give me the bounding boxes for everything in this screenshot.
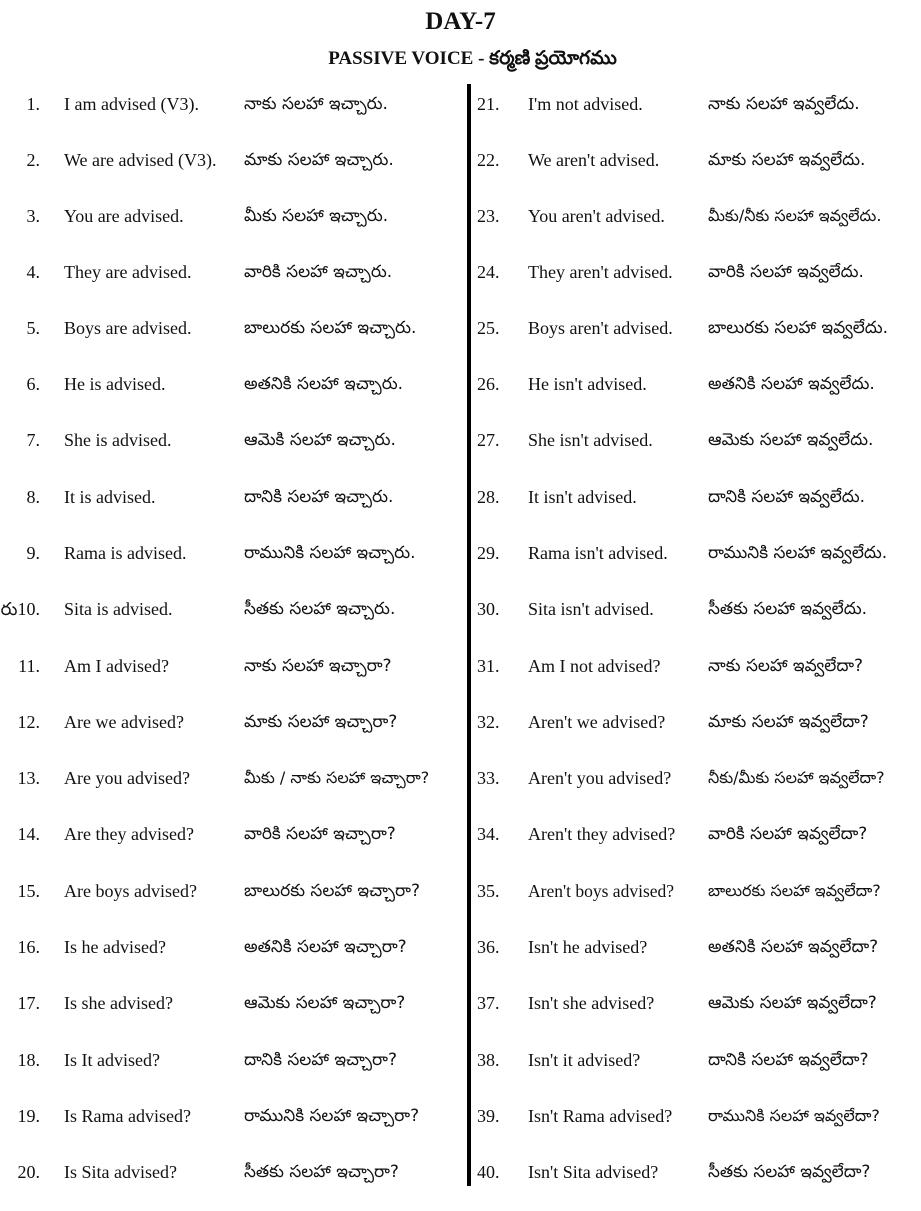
telugu-sentence: మాకు సలహా ఇవ్వలేదు. bbox=[708, 150, 866, 170]
item-number: 14. bbox=[17, 824, 40, 844]
english-sentence: Rama is advised. bbox=[64, 543, 187, 563]
page-subtitle: PASSIVE VOICE - కర్మణి ప్రయోగము bbox=[328, 48, 617, 69]
telugu-sentence: బాలురకు సలహా ఇవ్వలేదా? bbox=[708, 881, 881, 900]
english-sentence: Is he advised? bbox=[64, 937, 166, 957]
english-sentence: Rama isn't advised. bbox=[528, 543, 668, 563]
item-number: 29. bbox=[477, 543, 500, 563]
english-sentence: Is Sita advised? bbox=[64, 1162, 177, 1182]
telugu-sentence: బాలురకు సలహా ఇచ్చారా? bbox=[244, 881, 421, 901]
english-sentence: Am I advised? bbox=[64, 656, 169, 676]
telugu-sentence: రామునికి సలహా ఇవ్వలేదా? bbox=[708, 1106, 880, 1125]
telugu-sentence: బాలురకు సలహా ఇవ్వలేదు. bbox=[708, 318, 889, 338]
english-sentence: You are advised. bbox=[64, 206, 184, 226]
list-item bbox=[0, 814, 921, 854]
item-number: 20. bbox=[17, 1162, 40, 1182]
english-sentence: Aren't you advised? bbox=[528, 768, 672, 788]
item-number: 22. bbox=[477, 150, 500, 170]
list-item bbox=[0, 1040, 921, 1080]
item-number: 23. bbox=[477, 206, 500, 226]
item-number: 31. bbox=[477, 656, 500, 676]
english-sentence: He isn't advised. bbox=[528, 374, 647, 394]
list-item bbox=[0, 927, 921, 967]
english-sentence: Aren't we advised? bbox=[528, 712, 666, 732]
telugu-sentence: దానికి సలహా ఇచ్చారు. bbox=[244, 487, 394, 507]
telugu-sentence: నాకు సలహా ఇవ్వలేదా? bbox=[708, 656, 864, 676]
item-number: 8. bbox=[26, 487, 40, 507]
item-number: 3. bbox=[26, 206, 40, 226]
item-number: 16. bbox=[17, 937, 40, 957]
english-sentence: Isn't he advised? bbox=[528, 937, 648, 957]
item-number: 1. bbox=[26, 94, 40, 114]
telugu-sentence: వారికి సలహా ఇచ్చారు. bbox=[244, 262, 393, 282]
english-sentence: Sita isn't advised. bbox=[528, 599, 654, 619]
english-sentence: Are boys advised? bbox=[64, 881, 197, 901]
list-item bbox=[0, 1152, 921, 1192]
item-number: 9. bbox=[26, 543, 40, 563]
english-sentence: Is It advised? bbox=[64, 1050, 160, 1070]
item-number: 30. bbox=[477, 599, 500, 619]
english-sentence: It isn't advised. bbox=[528, 487, 637, 507]
item-number: 11. bbox=[18, 656, 40, 676]
english-sentence: Boys are advised. bbox=[64, 318, 192, 338]
item-number: 36. bbox=[477, 937, 500, 957]
telugu-sentence: మీకు / నాకు సలహా ఇచ్చారా? bbox=[244, 768, 430, 787]
item-number: 32. bbox=[477, 712, 500, 732]
list-item bbox=[0, 871, 921, 911]
list-item bbox=[0, 364, 921, 404]
telugu-sentence: ఆమెకి సలహా ఇచ్చారు. bbox=[244, 430, 396, 450]
english-sentence: He is advised. bbox=[64, 374, 166, 394]
item-number: 24. bbox=[477, 262, 500, 282]
english-sentence: You aren't advised. bbox=[528, 206, 665, 226]
telugu-sentence: దానికి సలహా ఇవ్వలేదా? bbox=[708, 1050, 869, 1070]
telugu-sentence: రామునికి సలహా ఇవ్వలేదు. bbox=[708, 543, 888, 563]
english-sentence: Boys aren't advised. bbox=[528, 318, 673, 338]
telugu-sentence: ఆమెకు సలహా ఇవ్వలేదు. bbox=[708, 430, 874, 450]
list-item bbox=[0, 983, 921, 1023]
list-item bbox=[0, 702, 921, 742]
telugu-sentence: నాకు సలహా ఇచ్చారు. bbox=[244, 94, 388, 114]
telugu-sentence: అతనికి సలహా ఇచ్చారా? bbox=[244, 937, 407, 957]
telugu-sentence: వారికి సలహా ఇచ్చారా? bbox=[244, 824, 396, 844]
list-item bbox=[0, 140, 921, 180]
item-number: 5. bbox=[26, 318, 40, 338]
telugu-sentence: ఆమెకు సలహా ఇవ్వలేదా? bbox=[708, 993, 877, 1013]
english-sentence: She is advised. bbox=[64, 430, 172, 450]
telugu-sentence: రామునికి సలహా ఇచ్చారు. bbox=[244, 543, 416, 563]
list-item bbox=[0, 196, 921, 236]
item-number: 25. bbox=[477, 318, 500, 338]
telugu-sentence: నాకు సలహా ఇవ్వలేదు. bbox=[708, 94, 860, 114]
telugu-sentence: అతనికి సలహా ఇవ్వలేదు. bbox=[708, 374, 875, 394]
english-sentence: Aren't they advised? bbox=[528, 824, 676, 844]
telugu-sentence: నాకు సలహా ఇచ్చారా? bbox=[244, 656, 392, 676]
item-number: 40. bbox=[477, 1162, 500, 1182]
english-sentence: I'm not advised. bbox=[528, 94, 643, 114]
item-number: 15. bbox=[17, 881, 40, 901]
item-number: 33. bbox=[477, 768, 500, 788]
english-sentence: Are they advised? bbox=[64, 824, 194, 844]
list-item bbox=[0, 308, 921, 348]
page-title: DAY-7 bbox=[425, 8, 496, 35]
telugu-sentence: సీతకు సలహా ఇచ్చారా? bbox=[244, 1162, 399, 1182]
item-number: 26. bbox=[477, 374, 500, 394]
telugu-sentence: మాకు సలహా ఇచ్చారా? bbox=[244, 712, 398, 732]
telugu-sentence: మాకు సలహా ఇవ్వలేదా? bbox=[708, 712, 869, 732]
english-sentence: They aren't advised. bbox=[528, 262, 673, 282]
english-sentence: They are advised. bbox=[64, 262, 192, 282]
english-sentence: Isn't it advised? bbox=[528, 1050, 641, 1070]
item-number: రు10. bbox=[0, 599, 40, 619]
telugu-sentence: దానికి సలహా ఇవ్వలేదు. bbox=[708, 487, 866, 507]
list-item bbox=[0, 1096, 921, 1136]
item-number: 4. bbox=[26, 262, 40, 282]
item-number: 35. bbox=[477, 881, 500, 901]
english-sentence: Sita is advised. bbox=[64, 599, 173, 619]
item-number: 13. bbox=[17, 768, 40, 788]
item-number: 7. bbox=[26, 430, 40, 450]
list-item bbox=[0, 84, 921, 124]
item-number: 18. bbox=[17, 1050, 40, 1070]
list-item bbox=[0, 758, 921, 798]
telugu-sentence: అతనికి సలహా ఇవ్వలేదా? bbox=[708, 937, 879, 957]
item-number: 39. bbox=[477, 1106, 500, 1126]
english-sentence: Am I not advised? bbox=[528, 656, 661, 676]
list-item bbox=[0, 420, 921, 460]
telugu-sentence: రామునికి సలహా ఇచ్చారా? bbox=[244, 1106, 420, 1126]
telugu-sentence: అతనికి సలహా ఇచ్చారు. bbox=[244, 374, 404, 394]
item-number: 37. bbox=[477, 993, 500, 1013]
telugu-sentence: ఆమెకు సలహా ఇచ్చారా? bbox=[244, 993, 406, 1013]
item-number: 19. bbox=[17, 1106, 40, 1126]
telugu-sentence: వారికి సలహా ఇవ్వలేదా? bbox=[708, 824, 868, 844]
item-number: 21. bbox=[477, 94, 500, 114]
english-sentence: Aren't boys advised? bbox=[528, 881, 675, 901]
english-sentence: Are we advised? bbox=[64, 712, 184, 732]
english-sentence: Isn't Rama advised? bbox=[528, 1106, 673, 1126]
english-sentence: Isn't she advised? bbox=[528, 993, 655, 1013]
english-sentence: Isn't Sita advised? bbox=[528, 1162, 659, 1182]
english-sentence: Is she advised? bbox=[64, 993, 173, 1013]
item-number: 27. bbox=[477, 430, 500, 450]
telugu-sentence: సీతకు సలహా ఇవ్వలేదా? bbox=[708, 1162, 871, 1182]
english-sentence: It is advised. bbox=[64, 487, 156, 507]
list-item bbox=[0, 477, 921, 517]
telugu-sentence: దానికి సలహా ఇచ్చారా? bbox=[244, 1050, 397, 1070]
list-item bbox=[0, 533, 921, 573]
telugu-sentence: మీకు సలహా ఇచ్చారు. bbox=[244, 206, 389, 226]
telugu-sentence: మాకు సలహా ఇచ్చారు. bbox=[244, 150, 394, 170]
list-item bbox=[0, 589, 921, 629]
item-number: 6. bbox=[26, 374, 40, 394]
telugu-sentence: వారికి సలహా ఇవ్వలేదు. bbox=[708, 262, 864, 282]
item-number: 12. bbox=[17, 712, 40, 732]
telugu-sentence: సీతకు సలహా ఇచ్చారు. bbox=[244, 599, 396, 619]
english-sentence: She isn't advised. bbox=[528, 430, 653, 450]
list-item bbox=[0, 646, 921, 686]
list-item bbox=[0, 252, 921, 292]
telugu-sentence: సీతకు సలహా ఇవ్వలేదు. bbox=[708, 599, 868, 619]
item-number: 38. bbox=[477, 1050, 500, 1070]
english-sentence: We aren't advised. bbox=[528, 150, 660, 170]
english-sentence: Is Rama advised? bbox=[64, 1106, 191, 1126]
telugu-sentence: నీకు/మీకు సలహా ఇవ్వలేదా? bbox=[708, 768, 885, 787]
english-sentence: We are advised (V3). bbox=[64, 150, 217, 170]
item-number: 28. bbox=[477, 487, 500, 507]
telugu-sentence: బాలురకు సలహా ఇచ్చారు. bbox=[244, 318, 417, 338]
item-number: 17. bbox=[17, 993, 40, 1013]
telugu-sentence: మీకు/నీకు సలహా ఇవ్వలేదు. bbox=[708, 206, 882, 225]
item-number: 34. bbox=[477, 824, 500, 844]
item-number: 2. bbox=[26, 150, 40, 170]
english-sentence: I am advised (V3). bbox=[64, 94, 199, 114]
english-sentence: Are you advised? bbox=[64, 768, 190, 788]
